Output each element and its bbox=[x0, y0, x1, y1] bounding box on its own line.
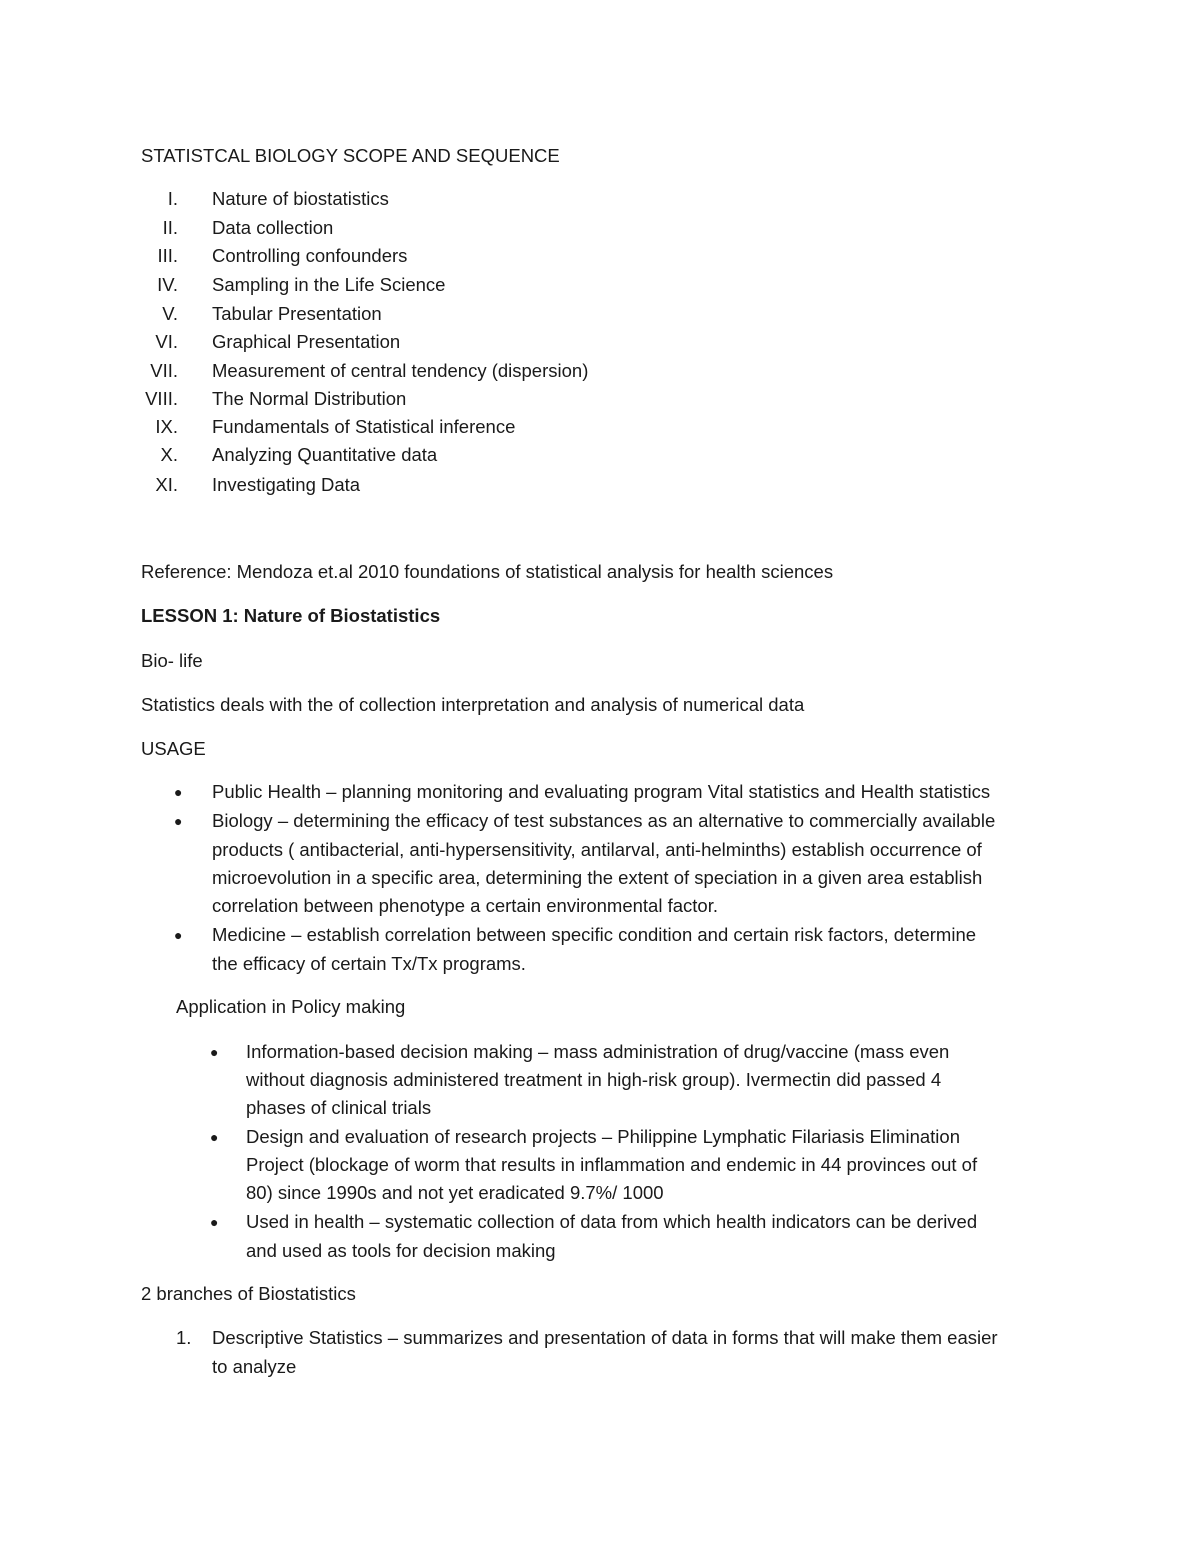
policy-bullet-line: Project (blockage of worm that results in inflammation and endemic in 44 provinces out of bbox=[246, 1154, 978, 1175]
reference-line: Reference: Mendoza et.al 2010 foundations of statistical analysis for health sciences bbox=[141, 561, 834, 582]
bullet-dot: ● bbox=[210, 1129, 219, 1145]
doc-title: STATISTCAL BIOLOGY SCOPE AND SEQUENCE bbox=[141, 145, 560, 166]
branch-num: 1. bbox=[176, 1327, 192, 1348]
outline-num: X. bbox=[160, 444, 178, 465]
branches-heading: 2 branches of Biostatistics bbox=[141, 1283, 356, 1304]
usage-bullet-line: Public Health – planning monitoring and evaluating program Vital statistics and Health statistics bbox=[212, 781, 991, 802]
outline-num: V. bbox=[162, 302, 178, 324]
usage-bullet-line: microevolution in a specific area, determining the extent of speciation in a given area establish bbox=[212, 867, 983, 888]
outline-num: VII. bbox=[150, 360, 178, 381]
policy-bullet-line: Information-based decision making – mass administration of drug/vaccine (mass even bbox=[246, 1041, 950, 1062]
outline-item: Sampling in the Life Science bbox=[212, 274, 446, 295]
lesson-heading: LESSON 1: Nature of Biostatistics bbox=[141, 605, 441, 626]
outline-item: Fundamentals of Statistical inference bbox=[212, 416, 516, 437]
usage-bullet-line: correlation between phenotype a certain environmental factor. bbox=[212, 895, 718, 916]
policy-bullet-line: Used in health – systematic collection of data from which health indicators can be derived bbox=[246, 1211, 978, 1232]
branch-line: Descriptive Statistics – summarizes and presentation of data in forms that will make them easier bbox=[212, 1327, 998, 1348]
policy-bullet-line: 80) since 1990s and not yet eradicated 9.7%/ 1000 bbox=[246, 1182, 664, 1203]
outline-item: Investigating Data bbox=[212, 474, 361, 495]
outline-num: IV. bbox=[157, 274, 178, 295]
outline-item: Nature of biostatistics bbox=[212, 188, 389, 209]
outline-item: Measurement of central tendency (dispersion) bbox=[212, 360, 589, 381]
usage-bullet-line: Medicine – establish correlation between specific condition and certain risk factors, determine bbox=[212, 924, 977, 945]
policy-bullet-line: and used as tools for decision making bbox=[246, 1240, 556, 1261]
outline-num: I. bbox=[167, 188, 178, 209]
outline-item: Tabular Presentation bbox=[212, 302, 382, 324]
statistics-definition: Statistics deals with the of collection interpretation and analysis of numerical data bbox=[141, 694, 805, 715]
outline-item: Graphical Presentation bbox=[212, 331, 401, 352]
bullet-dot: ● bbox=[210, 1044, 219, 1060]
outline-num: II. bbox=[162, 216, 178, 238]
usage-bullet-line: the efficacy of certain Tx/Tx programs. bbox=[212, 953, 526, 974]
usage-heading: USAGE bbox=[141, 738, 206, 759]
bullet-dot: ● bbox=[174, 927, 183, 943]
policy-heading: Application in Policy making bbox=[176, 996, 406, 1017]
policy-bullet-line: Design and evaluation of research projects – Philippine Lymphatic Filariasis Elimination bbox=[246, 1126, 960, 1147]
bullet-dot: ● bbox=[174, 784, 183, 800]
outline-num: III. bbox=[157, 245, 178, 266]
outline-num: IX. bbox=[155, 416, 178, 437]
outline-num: VI. bbox=[155, 331, 178, 352]
outline-item: Analyzing Quantitative data bbox=[212, 444, 438, 465]
policy-bullet-line: without diagnosis administered treatment in high-risk group). Ivermectin did passed 4 bbox=[246, 1069, 942, 1090]
outline-item: The Normal Distribution bbox=[212, 388, 407, 409]
bio-line: Bio- life bbox=[141, 650, 203, 671]
bullet-dot: ● bbox=[210, 1214, 219, 1230]
outline-num: XI. bbox=[155, 474, 178, 495]
outline-item: Data collection bbox=[212, 216, 334, 238]
outline-num: VIII. bbox=[145, 388, 178, 409]
usage-bullet-line: products ( antibacterial, anti-hypersensitivity, antilarval, anti-helminths) establish occurrence of bbox=[212, 839, 982, 860]
branch-line: to analyze bbox=[212, 1356, 297, 1377]
outline-item: Controlling confounders bbox=[212, 245, 408, 266]
bullet-dot: ● bbox=[174, 813, 183, 829]
policy-bullet-line: phases of clinical trials bbox=[246, 1097, 432, 1118]
usage-bullet-line: Biology – determining the efficacy of test substances as an alternative to commercially available bbox=[212, 810, 996, 831]
